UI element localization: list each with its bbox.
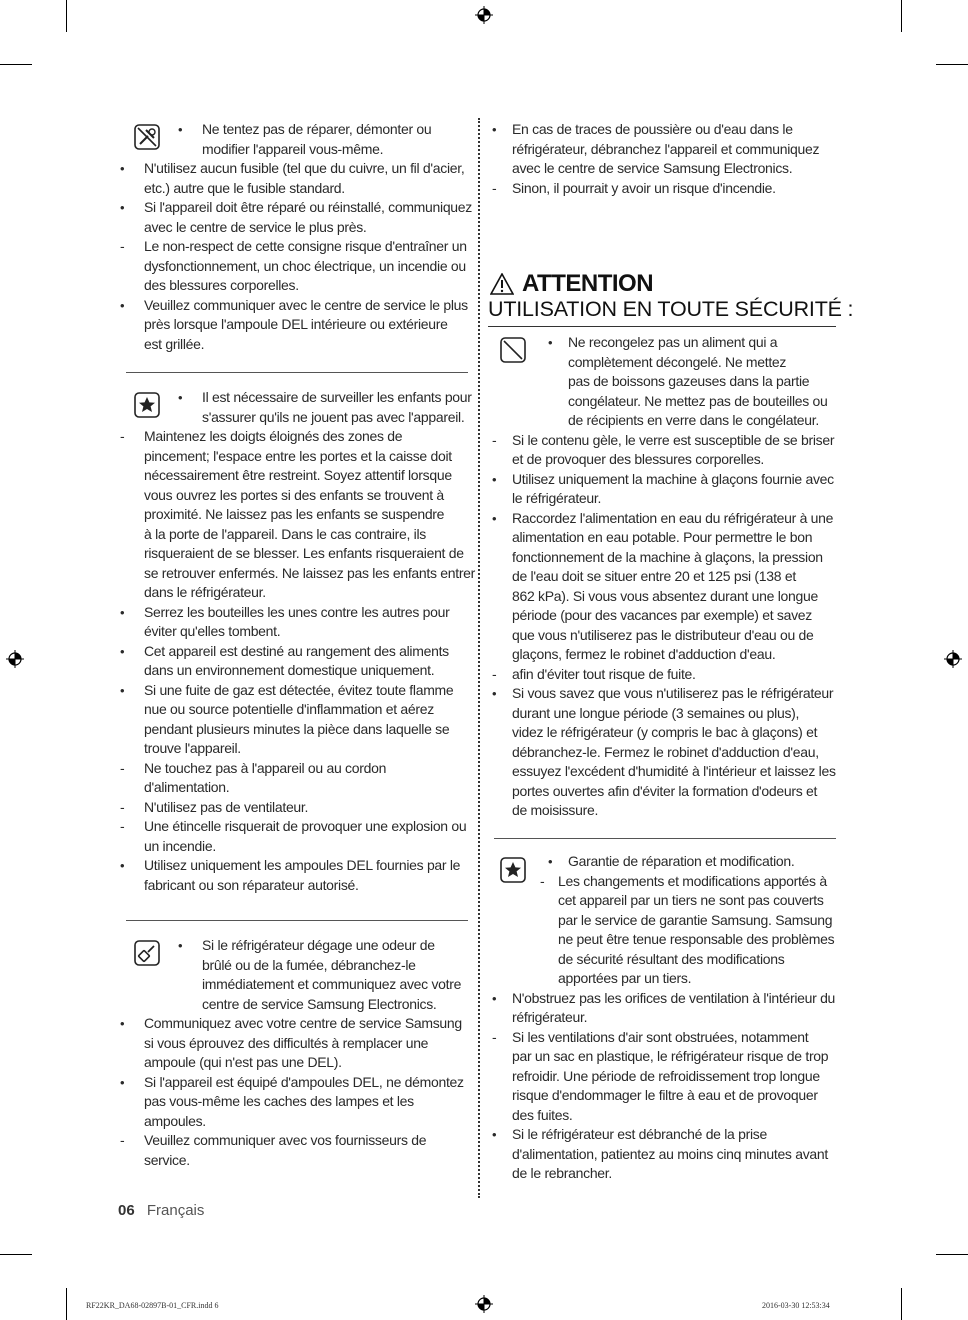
text-line: risque d'endommager le filtre à eau et de provoquer <box>512 1087 818 1103</box>
crop-mark <box>936 1254 968 1255</box>
bullet-line: • Cet appareil est destiné au rangement des aliments <box>144 642 474 662</box>
text-line: de l'eau doit se situer entre 20 et 125 psi (138 et <box>512 568 796 584</box>
crop-mark <box>936 64 968 65</box>
dash-line: - Le non-respect de cette consigne risque d'entraîner un <box>144 237 474 257</box>
text-line: fonctionnement de la machine à glaçons, la pression <box>512 548 823 565</box>
text-line: à la porte de l'appareil. Dans le cas contraire, ils <box>144 525 427 542</box>
crop-mark <box>0 1254 32 1255</box>
text-line: réfrigérateur, débranchez l'appareil et communiquez <box>512 140 820 157</box>
text-line: des fuites. <box>512 1106 573 1123</box>
text-line: glaçons, fermez le robinet d'adduction d'eau. <box>512 646 776 662</box>
registration-mark-icon <box>6 650 24 668</box>
text-line: cet appareil par un tiers ne sont pas couverts <box>558 892 824 908</box>
crop-mark <box>901 1288 902 1320</box>
text-line: centre de service Samsung Electronics. <box>202 995 437 1012</box>
bullet-line: • Il est nécessaire de surveiller les enfants pour <box>144 388 474 408</box>
right-block-2 <box>512 333 842 821</box>
text-line: dans un environnement domestique uniquement. <box>144 662 435 678</box>
crop-mark <box>0 64 32 65</box>
left-block-2 <box>144 388 474 895</box>
text-line: période (pour des vacances par exemple) et savez <box>512 607 812 623</box>
text-line: nue ou source potentielle d'inflammation et aérez <box>144 701 434 717</box>
dash-line: - Sinon, il pourrait y avoir un risque d'incendie. <box>512 179 842 199</box>
heading-underline <box>488 326 836 327</box>
warning-triangle-icon <box>490 273 514 295</box>
text-line: avec le centre de service le plus près. <box>144 218 367 235</box>
text-line: de moisissure. <box>512 802 599 818</box>
registration-mark-icon <box>475 6 493 24</box>
text-line: dans le réfrigérateur. <box>144 584 266 600</box>
text-line: videz le réfrigérateur (y compris le bac à glaçons) et <box>512 724 818 740</box>
text-line: se retrouver enfermés. Ne laissez pas les enfants entrer <box>144 564 476 581</box>
right-block-1 <box>512 120 842 198</box>
left-block-3 <box>144 936 474 1170</box>
text-line: alimentation en eau potable. Pour permettre le bon <box>512 529 813 545</box>
dash-line: - Les changements et modifications apportés à <box>512 872 842 892</box>
text-line: dysfonctionnement, un choc électrique, un incendie ou <box>144 257 466 274</box>
registration-mark-icon <box>475 1295 493 1313</box>
crop-mark <box>901 0 902 32</box>
bullet-line: • Ne tentez pas de réparer, démonter ou <box>144 120 474 140</box>
text-line: de le rebrancher. <box>512 1165 612 1181</box>
text-line: s'assurer qu'ils ne jouent pas avec l'appareil. <box>202 408 465 425</box>
text-line: service. <box>144 1151 190 1168</box>
text-line: d'alimentation, patientez au moins cinq minutes avant <box>512 1145 828 1162</box>
bullet-line: • Utilisez uniquement les ampoules DEL fournies par le <box>144 856 474 876</box>
text-line: le réfrigérateur. <box>512 490 602 506</box>
text-line: ampoules. <box>144 1112 206 1129</box>
text-line: éviter qu'elles tombent. <box>144 623 281 639</box>
text-line: congélateur. Ne mettez pas de bouteilles ou <box>568 392 828 409</box>
column-divider <box>478 118 480 1198</box>
page-number: 06 <box>118 1202 135 1219</box>
text-line: de récipients en verre dans le congélateur. <box>568 412 819 428</box>
crop-mark <box>66 0 67 32</box>
text-line: et de provoquer des blessures corporelles. <box>512 451 764 467</box>
page-language: Français <box>146 1202 205 1219</box>
text-line: de sécurité résultant des modifications <box>558 950 785 967</box>
text-line: d'alimentation. <box>144 779 230 795</box>
page-footer <box>118 1202 204 1219</box>
bullet-line: • Serrez les bouteilles les unes contre les autres pour <box>144 603 474 623</box>
dash-line: - Une étincelle risquerait de provoquer une explosion ou <box>144 817 474 837</box>
bullet-line: • Si le réfrigérateur dégage une odeur de <box>144 936 474 956</box>
bullet-line: • N'utilisez aucun fusible (tel que du cuivre, un fil d'acier, <box>144 159 474 179</box>
text-line: pincement; l'espace entre les portes et la caisse doit <box>144 447 452 464</box>
text-line: pendant plusieurs minutes la pièce dans laquelle se <box>144 720 450 737</box>
dash-line: - Maintenez les doigts éloignés des zones de <box>144 427 474 447</box>
section-divider <box>494 838 836 839</box>
text-line: immédiatement et communiquez avec votre <box>202 976 462 992</box>
dash-line: - afin d'éviter tout risque de fuite. <box>512 665 842 685</box>
dash-line: - N'utilisez pas de ventilateur. <box>144 798 474 818</box>
text-line: risqueraient de se blesser. Les enfants risqueraient de <box>144 545 464 561</box>
bullet-line: • Veuillez communiquer avec le centre de service le plus <box>144 296 474 316</box>
section-divider <box>126 920 468 921</box>
text-line: pas de boissons gazeuses dans la partie <box>568 373 810 389</box>
left-block-1 <box>144 120 474 354</box>
attention-heading: ATTENTION <box>522 270 654 297</box>
file-slug: RF22KR_DA68-02897B-01_CFR.indd 6 <box>86 1301 219 1310</box>
bullet-line: • Si l'appareil doit être réparé ou réinstallé, communiquez <box>144 198 474 218</box>
text-line: 862 kPa). Si vous vous absentez durant une longue <box>512 587 818 604</box>
text-line: que vous n'utiliserez pas le distributeur d'eau ou de <box>512 626 814 643</box>
bullet-line: • Ne recongelez pas un aliment qui a <box>512 333 842 353</box>
text-line: trouve l'appareil. <box>144 740 241 756</box>
dash-line: - Ne touchez pas à l'appareil ou au cordon <box>144 759 474 779</box>
text-line: complètement décongelé. Ne mettez <box>568 353 787 370</box>
bullet-line: • Raccordez l'alimentation en eau du réfrigérateur à une <box>512 509 842 529</box>
text-line: avec le centre de service Samsung Electronics. <box>512 160 793 176</box>
bullet-line: • N'obstruez pas les orifices de ventilation à l'intérieur du <box>512 989 842 1009</box>
text-line: proximité. Ne laissez pas les enfants se suspendre <box>144 506 445 522</box>
text-line: refroidir. Une période de refroidissement trop longue <box>512 1067 820 1084</box>
text-line: fabricant ou son réparateur autorisé. <box>144 876 359 893</box>
section-divider <box>126 372 468 373</box>
text-line: près lorsque l'ampoule DEL intérieure ou extérieure <box>144 316 448 332</box>
text-line: portes ouvertes afin d'éviter la formation d'odeurs et <box>512 782 818 799</box>
dash-line: - Si le contenu gèle, le verre est susceptible de se briser <box>512 431 842 451</box>
bullet-line: • En cas de traces de poussière ou d'eau dans le <box>512 120 842 140</box>
bullet-line: • Communiquez avec votre centre de service Samsung <box>144 1014 474 1034</box>
text-line: ampoule (qui n'est pas une DEL). <box>144 1054 342 1070</box>
bullet-line: • Si vous savez que vous n'utiliserez pas le réfrigérateur <box>512 684 842 704</box>
text-line: nécessairement être restreint. Soyez attentif lorsque <box>144 467 452 483</box>
text-line: réfrigérateur. <box>512 1009 588 1025</box>
print-timestamp: 2016-03-30 12:53:34 <box>762 1301 830 1310</box>
text-line: pas vous-même les caches des lampes et les <box>144 1093 414 1109</box>
text-line: si vous éprouvez des difficultés à remplacer une <box>144 1034 429 1051</box>
registration-mark-icon <box>944 650 962 668</box>
text-line: des blessures corporelles. <box>144 277 299 293</box>
dash-line: - Si les ventilations d'air sont obstruées, notamment <box>512 1028 842 1048</box>
text-line: par un sac en plastique, le réfrigérateur risque de trop <box>512 1048 829 1064</box>
crop-mark <box>66 1288 67 1320</box>
dash-line: - Veuillez communiquer avec vos fournisseurs de <box>144 1131 474 1151</box>
text-line: ne peut être tenue responsable des problèmes <box>558 931 835 947</box>
text-line: un incendie. <box>144 837 216 854</box>
safety-heading: UTILISATION EN TOUTE SÉCURITÉ : <box>488 297 854 321</box>
bullet-line: • Garantie de réparation et modification. <box>512 852 842 872</box>
text-line: essuyez l'excédent d'humidité à l'intérieur et laissez les <box>512 763 836 779</box>
text-line: brûlé ou de la fumée, débranchez-le <box>202 956 416 973</box>
text-line: durant une longue période (3 semaines ou plus), <box>512 704 800 721</box>
text-line: modifier l'appareil vous-même. <box>202 140 384 157</box>
bullet-line: • Utilisez uniquement la machine à glaçons fournie avec <box>512 470 842 490</box>
text-line: débranchez-le. Fermez le robinet d'adduction d'eau, <box>512 743 819 760</box>
bullet-line: • Si l'appareil est équipé d'ampoules DEL, ne démontez <box>144 1073 474 1093</box>
text-line: etc.) autre que le fusible standard. <box>144 179 345 196</box>
text-line: par le service de garantie Samsung. Samsung <box>558 911 833 928</box>
text-line: apportées par un tiers. <box>558 970 692 986</box>
bullet-line: • Si le réfrigérateur est débranché de la prise <box>512 1125 842 1145</box>
text-line: vous ouvrez les portes si des enfants se trouvent à <box>144 486 444 503</box>
right-block-3 <box>512 852 842 1184</box>
bullet-line: • Si une fuite de gaz est détectée, évitez toute flamme <box>144 681 474 701</box>
text-line: est grillée. <box>144 335 205 352</box>
